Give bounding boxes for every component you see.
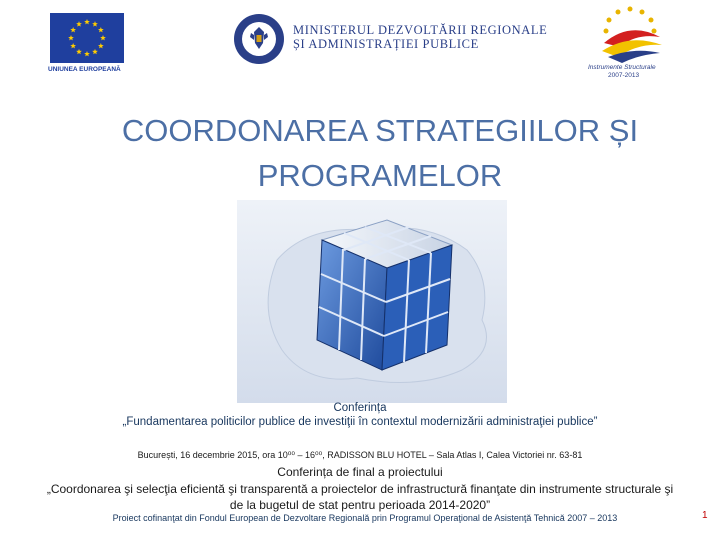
- instrumente-structurale-logo: [590, 3, 670, 67]
- instrumente-structurale-caption: Instrumente Structurale: [588, 64, 656, 71]
- conference-title: „Fundamentarea politicilor publice de investiţii în contextul modernizării administraţiei publice”: [122, 416, 598, 428]
- rubiks-cube-map-icon: [237, 200, 507, 403]
- page-number: 1: [702, 510, 708, 521]
- slide-title-line-2: PROGRAMELOR: [257, 158, 503, 193]
- project-title: „Coordonarea şi selecţia eficientă şi transparentă a proiectelor de infrastructură finanţate din instrumente structurale şi de la bugetul de stat pentru perioada 2014-2020”: [46, 482, 674, 512]
- eu-stars-icon: [50, 13, 124, 63]
- slide-title: [40, 108, 720, 198]
- eu-caption: UNIUNEA EUROPEANĂ: [48, 66, 121, 73]
- conference-label: Conferința: [333, 402, 387, 414]
- final-conference-label: Conferința de final a proiectului: [277, 465, 443, 479]
- star-swoosh-icon: [590, 3, 670, 67]
- slide-title-line-1: COORDONAREA STRATEGIILOR ȘI: [121, 113, 639, 148]
- ministry-line-1: MINISTERUL DEZVOLTĂRII REGIONALE: [293, 23, 548, 37]
- ministry-line-2: ȘI ADMINISTRAȚIEI PUBLICE: [293, 37, 479, 51]
- government-seal-logo: [233, 13, 285, 65]
- coat-of-arms-icon: [233, 13, 285, 65]
- eu-flag-logo: [50, 13, 124, 63]
- rubiks-cube-image: [237, 200, 507, 403]
- cofinancing-footer: Proiect cofinanţat din Fondul European de Dezvoltare Regională prin Programul Operaţional de Asistenţă Tehnică 2007 – 2013: [112, 513, 618, 523]
- instrumente-structurale-years: 2007-2013: [608, 72, 640, 79]
- ministry-name: [293, 23, 547, 51]
- conference-details: București, 16 decembrie 2015, ora 10⁰⁰ – 16⁰⁰, RADISSON BLU HOTEL – Sala Atlas I, Calea Victoriei nr. 63-81: [137, 450, 583, 460]
